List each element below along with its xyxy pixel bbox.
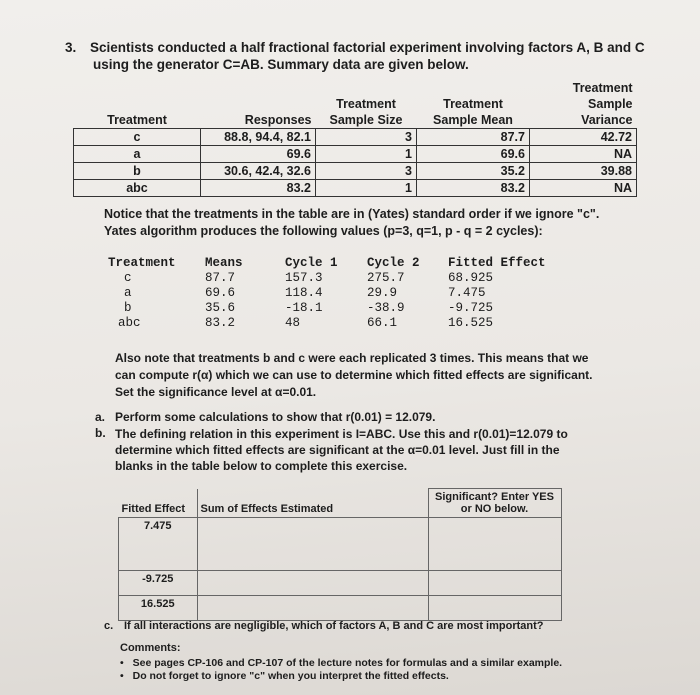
- yates-cell: 35.6: [205, 301, 236, 315]
- significant-blank[interactable]: [428, 596, 561, 621]
- header-sample-variance: [530, 80, 637, 129]
- cell: 42.72: [530, 129, 637, 146]
- header-top-4: Treatment: [572, 81, 633, 95]
- summary-table: [73, 80, 637, 197]
- question-text-2: using the generator C=AB. Summary data are given below.: [93, 57, 469, 72]
- yates-cell: 275.7: [367, 271, 405, 285]
- yates-cell: 87.7: [205, 271, 236, 285]
- cell: 69.6: [417, 146, 530, 163]
- yates-cell: a: [124, 286, 132, 300]
- yates-cell: 68.925: [448, 271, 494, 285]
- question-line-1: [65, 40, 645, 55]
- yates-h4: Fitted Effect: [448, 256, 546, 270]
- summary-header-row: [74, 80, 637, 129]
- yates-h2: Cycle 1: [285, 256, 338, 270]
- notice-line-2: Yates algorithm produces the following values (p=3, q=1, p - q = 2 cycles):: [104, 224, 543, 238]
- table-row: [119, 518, 562, 571]
- sum-of-effects-blank[interactable]: [197, 571, 428, 596]
- cell: b: [74, 163, 201, 180]
- header-top-3: Treatment: [443, 97, 503, 111]
- cell: 69.6: [201, 146, 316, 163]
- yates-cell: 48: [285, 316, 301, 330]
- effects-header-sum: Sum of Effects Estimated: [197, 489, 428, 518]
- comments-title: Comments:: [120, 642, 181, 654]
- part-c-label: c.: [104, 620, 114, 632]
- comment-text: See pages CP-106 and CP-107 of the lecture notes for formulas and a similar example.: [132, 657, 563, 669]
- cell: NA: [530, 180, 637, 197]
- table-row: [74, 163, 637, 180]
- cell: 30.6, 42.4, 32.6: [201, 163, 316, 180]
- header-bottom-2: Sample Size: [329, 113, 403, 127]
- effects-header-row: [119, 489, 562, 518]
- yates-cell: -38.9: [367, 301, 405, 315]
- part-b-label: b.: [95, 426, 106, 440]
- comment-text: Do not forget to ignore "c" when you interpret the fitted effects.: [132, 670, 449, 682]
- part-a-text: Perform some calculations to show that r(0.01) = 12.079.: [115, 410, 436, 424]
- effects-table: [118, 488, 562, 621]
- significant-blank[interactable]: [428, 518, 561, 571]
- yates-cell: 118.4: [285, 286, 323, 300]
- yates-cell: 69.6: [205, 286, 236, 300]
- yates-h0: Treatment: [108, 256, 176, 270]
- cell: 1: [316, 180, 417, 197]
- header-top-2: Treatment: [336, 97, 396, 111]
- fitted-effect-value: 16.525: [119, 596, 198, 621]
- question-number: 3.: [65, 40, 77, 55]
- cell: 87.7: [417, 129, 530, 146]
- cell: 83.2: [417, 180, 530, 197]
- cell: c: [74, 129, 201, 146]
- yates-cell: 7.475: [448, 286, 486, 300]
- fitted-effect-value: -9.725: [119, 571, 198, 596]
- header-responses: Responses: [201, 80, 316, 129]
- effects-header-fitted: Fitted Effect: [119, 489, 198, 518]
- cell: 3: [316, 163, 417, 180]
- significant-blank[interactable]: [428, 571, 561, 596]
- cell: abc: [74, 180, 201, 197]
- yates-cell: c: [124, 271, 132, 285]
- yates-cell: 83.2: [205, 316, 236, 330]
- header-sample-mean: [417, 80, 530, 129]
- cell: 3: [316, 129, 417, 146]
- header-sample-size: [316, 80, 417, 129]
- table-row: [74, 129, 637, 146]
- sum-of-effects-blank[interactable]: [197, 518, 428, 571]
- bullet-icon: •: [120, 670, 124, 682]
- yates-cell: b: [124, 301, 132, 315]
- header-bottom-4: Sample Variance: [581, 97, 633, 127]
- cell: a: [74, 146, 201, 163]
- cell: 83.2: [201, 180, 316, 197]
- yates-cell: -18.1: [285, 301, 323, 315]
- part-c-text: If all interactions are negligible, which of factors A, B and C are most important?: [124, 620, 544, 632]
- bullet-icon: •: [120, 657, 124, 669]
- cell: 88.8, 94.4, 82.1: [201, 129, 316, 146]
- yates-cell: -9.725: [448, 301, 494, 315]
- table-row: [74, 146, 637, 163]
- cell: NA: [530, 146, 637, 163]
- part-b-text: The defining relation in this experiment is I=ABC. Use this and r(0.01)=12.079 to determine which fitted effects are significant at the α=0.01 level. Just fill in the blanks in the table below to complete this exercise.: [115, 427, 568, 473]
- header-treatment: Treatment: [74, 80, 201, 129]
- yates-cell: 16.525: [448, 316, 494, 330]
- yates-cell: 157.3: [285, 271, 323, 285]
- notice-line-1: Notice that the treatments in the table are in (Yates) standard order if we ignore "c".: [104, 207, 600, 221]
- yates-h1: Means: [205, 256, 243, 270]
- yates-cell: 66.1: [367, 316, 398, 330]
- effects-header-significant: Significant? Enter YES or NO below.: [428, 489, 561, 518]
- yates-h3: Cycle 2: [367, 256, 420, 270]
- header-bottom-3: Sample Mean: [433, 113, 513, 127]
- table-row: [74, 180, 637, 197]
- cell: 39.88: [530, 163, 637, 180]
- comment-item: [120, 657, 562, 669]
- table-row: [119, 596, 562, 621]
- yates-cell: 29.9: [367, 286, 398, 300]
- yates-cell: abc: [118, 316, 141, 330]
- cell: 1: [316, 146, 417, 163]
- fitted-effect-value: 7.475: [119, 518, 198, 571]
- comment-item: [120, 670, 449, 682]
- part-a-label: a.: [95, 410, 106, 424]
- table-row: [119, 571, 562, 596]
- sum-of-effects-blank[interactable]: [197, 596, 428, 621]
- cell: 35.2: [417, 163, 530, 180]
- question-text-1: Scientists conducted a half fractional factorial experiment involving factors A, B and C: [90, 40, 645, 55]
- also-note-paragraph: Also note that treatments b and c were each replicated 3 times. This means that we can compute r(α) which we can use to determine which fitted effects are significant. Set the significance level at α=0.01.: [115, 351, 593, 399]
